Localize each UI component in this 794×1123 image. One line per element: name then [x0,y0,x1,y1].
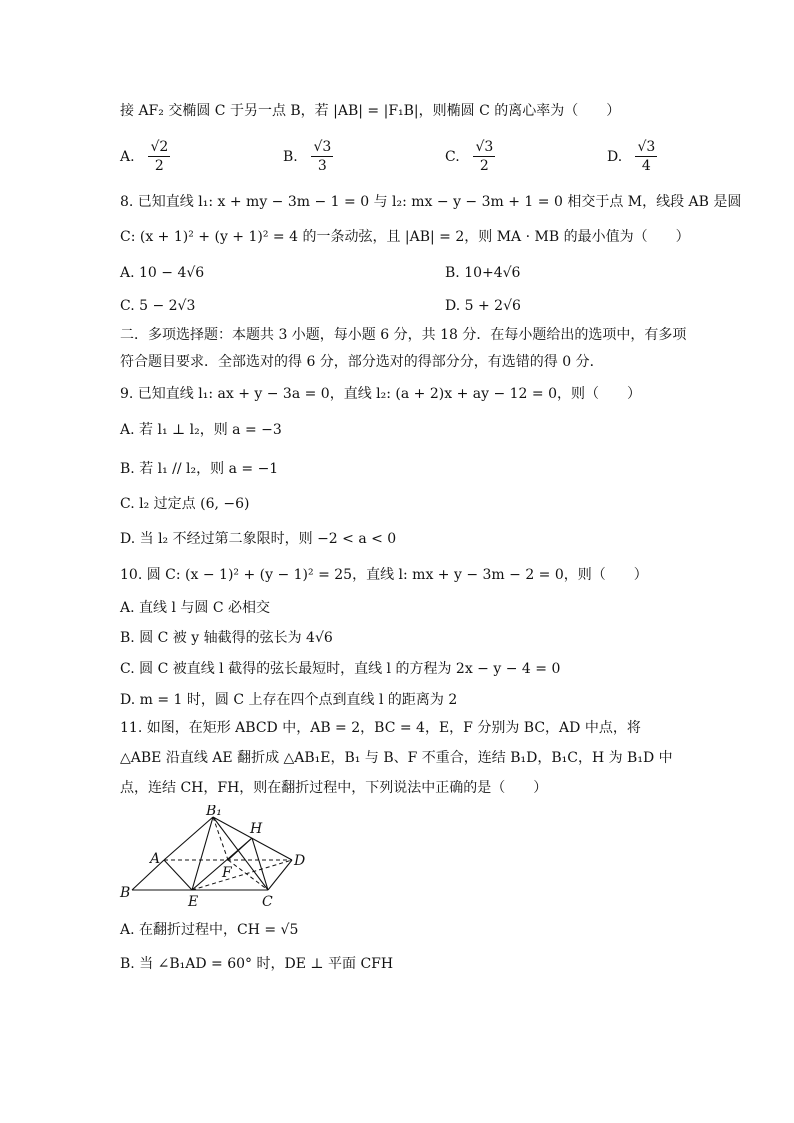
edge-ED-dashed [192,860,292,890]
q9-option-d: D. 当 l₂ 不经过第二象限时，则 −2 < a < 0 [120,531,397,547]
q11-option-a: A. 在翻折过程中，CH = √5 [120,922,299,938]
section2-heading-line2: 符合题目要求．全部选对的得 6 分，部分选对的得部分分，有选错的得 0 分． [120,354,604,370]
label-E: E [188,894,199,910]
edge-AB1 [164,817,213,860]
label-B1: B₁ [206,805,222,819]
q7-option-c-fraction [473,138,495,175]
q10-stem: 10. 圆 C: (x − 1)² + (y − 1)² = 25，直线 l: mx + y − 3m − 2 = 0，则（ ） [120,567,648,583]
q11-option-b: B. 当 ∠B₁AD = 60° 时，DE ⊥ 平面 CFH [120,956,394,972]
q7-option-a-fraction [148,138,170,175]
q7-option-a-den: 2 [154,158,164,174]
q9-option-c: C. l₂ 过定点 (6, −6) [120,496,250,512]
q7-option-c [445,138,495,175]
q9-option-a: A. 若 l₁ ⊥ l₂，则 a = −3 [120,422,282,438]
q7-option-b-num: √3 [313,139,332,155]
label-F: F [222,865,232,881]
q7-option-d-fraction [635,138,657,175]
edge-B1E [192,817,213,890]
q7-option-d [607,138,657,175]
q7-option-c-den: 2 [479,158,489,174]
label-A: A [150,851,161,867]
q11-figure [112,805,322,910]
q7-option-a-label: A. [120,148,135,165]
edge-CD [268,860,292,890]
q7-option-b-fraction [311,138,333,175]
q8-stem-line2: C: (x + 1)² + (y + 1)² = 4 的一条动弦，且 |AB| = 2，则 MA · MB 的最小值为（ ） [120,229,690,245]
q10-option-b: B. 圆 C 被 y 轴截得的弦长为 4√6 [120,630,333,646]
q9-option-b: B. 若 l₁ // l₂，则 a = −1 [120,461,279,477]
q9-stem: 9. 已知直线 l₁: ax + y − 3a = 0，直线 l₂: (a + 2)x + ay − 12 = 0，则（ ） [120,386,642,402]
q7-option-c-label: C. [445,148,460,165]
q8-stem-line1: 8. 已知直线 l₁: x + my − 3m − 1 = 0 与 l₂: mx − y − 3m + 1 = 0 相交于点 M，线段 AB 是圆 [120,194,742,210]
edge-FC-dashed [228,860,268,890]
q11-stem-line2: △ABE 沿直线 AE 翻折成 △AB₁E，B₁ 与 B、F 不重合，连结 B₁D，B₁C，H 为 B₁D 中 [120,750,673,766]
q7-option-c-num: √3 [475,139,494,155]
q8-option-c: C. 5 − 2√3 [120,298,196,314]
q7-stem-tail: 接 AF₂ 交椭圆 C 于另一点 B，若 |AB| = |F₁B|，则椭圆 C 的离心率为（ ） [120,103,621,119]
q7-option-d-label: D. [607,148,623,165]
q7-option-d-den: 4 [641,158,651,174]
q8-option-a: A. 10 − 4√6 [120,265,205,281]
edge-AE [164,860,192,890]
label-D: D [294,853,306,869]
q8-option-b: B. 10+4√6 [445,265,521,281]
label-B: B [120,885,131,901]
q11-stem-line1: 11. 如图，在矩形 ABCD 中，AB = 2，BC = 4，E，F 分别为 BC，AD 中点，将 [120,720,641,736]
q10-option-a: A. 直线 l 与圆 C 必相交 [120,600,271,616]
q7-option-a [120,138,170,175]
q11-stem-line3: 点，连结 CH，FH，则在翻折过程中，下列说法中正确的是（ ） [120,780,548,796]
q10-option-c: C. 圆 C 被直线 l 截得的弦长最短时，直线 l 的方程为 2x − y − 4 = 0 [120,661,561,677]
label-C: C [262,894,273,910]
edge-EH [192,838,252,890]
q8-option-d: D. 5 + 2√6 [445,298,521,314]
q7-option-a-num: √2 [150,139,169,155]
label-H: H [250,821,263,837]
section2-heading-line1: 二．多项选择题：本题共 3 小题，每小题 6 分，共 18 分．在每小题给出的选项中，有多项 [120,327,687,343]
q10-option-d: D. m = 1 时，圆 C 上存在四个点到直线 l 的距离为 2 [120,692,458,708]
q7-option-b-den: 3 [317,158,327,174]
q7-option-b [283,138,333,175]
q7-option-d-num: √3 [637,139,656,155]
q7-option-b-label: B. [283,148,298,165]
